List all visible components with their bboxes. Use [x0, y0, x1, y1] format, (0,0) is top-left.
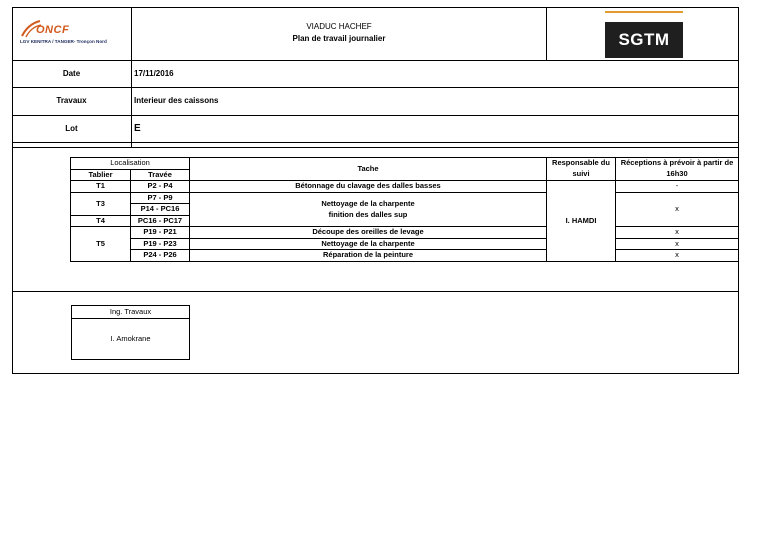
header-responsable: Responsable du suivi	[547, 158, 616, 181]
header-localisation: Localisation	[71, 158, 190, 170]
cell-travee: P24 - P26	[131, 250, 190, 262]
cell-tache: Découpe des oreilles de levage	[190, 227, 547, 239]
sgtm-accent-bar	[605, 11, 683, 13]
signature-name: I. Amokrane	[110, 334, 151, 344]
cell-reception: x	[616, 238, 739, 250]
oncf-wordmark: ONCF	[36, 24, 70, 36]
document-subtitle: Plan de travail journalier	[292, 34, 386, 43]
cell-tache: Nettoyage de la charpente finition des dalles sup	[190, 192, 547, 227]
cell-tache: Réparation de la peinture	[190, 250, 547, 262]
date-label: Date	[62, 68, 81, 78]
cell-tablier: T4	[71, 215, 131, 227]
cell-tablier: T1	[71, 181, 131, 193]
cell-reception: x	[616, 227, 739, 239]
cell-reception: -	[616, 181, 739, 193]
header-tache: Tache	[190, 158, 547, 181]
cell-tache: Nettoyage de la charpente	[190, 238, 547, 250]
cell-tablier: T5	[71, 227, 131, 262]
travaux-value: Interieur des caissons	[134, 96, 219, 105]
lot-label: Lot	[65, 123, 78, 133]
grid-line	[546, 7, 547, 60]
oncf-subtitle: LGV KENITRA / TANGER- Tronçon Nord	[20, 39, 107, 44]
date-value: 17/11/2016	[134, 68, 174, 78]
cell-tache: Bétonnage du clavage des dalles basses	[190, 181, 547, 193]
sgtm-wordmark: SGTM	[618, 30, 670, 49]
cell-travee: P19 - P23	[131, 238, 190, 250]
signature-label: Ing. Travaux	[109, 307, 152, 317]
cell-travee: P14 - PC16	[131, 204, 190, 216]
cell-travee: P19 - P21	[131, 227, 190, 239]
grid-line	[12, 291, 739, 292]
travaux-label: Travaux	[56, 96, 87, 105]
sgtm-logo	[605, 22, 683, 58]
header-receptions: Réceptions à prévoir à partir de 16h30	[616, 158, 739, 181]
grid-line	[12, 147, 739, 148]
cell-reception: x	[616, 250, 739, 262]
cell-responsable: I. HAMDI	[547, 181, 616, 262]
table-header-row	[71, 158, 739, 170]
table-row	[71, 227, 739, 239]
cell-travee: PC16 - PC17	[131, 215, 190, 227]
plan-table	[70, 157, 739, 262]
lot-value: E	[134, 122, 141, 134]
cell-tablier: T3	[71, 192, 131, 215]
header-tablier: Tablier	[71, 169, 131, 181]
table-row	[71, 250, 739, 262]
cell-travee: P2 - P4	[131, 181, 190, 193]
table-row	[71, 238, 739, 250]
grid-line	[12, 142, 739, 143]
header-travee: Travée	[131, 169, 190, 181]
cell-travee: P7 - P9	[131, 192, 190, 204]
table-row	[71, 181, 739, 193]
document-title: VIADUC HACHEF	[306, 22, 372, 31]
cell-reception: x	[616, 192, 739, 227]
oncf-logo	[20, 20, 128, 52]
table-row	[71, 192, 739, 204]
